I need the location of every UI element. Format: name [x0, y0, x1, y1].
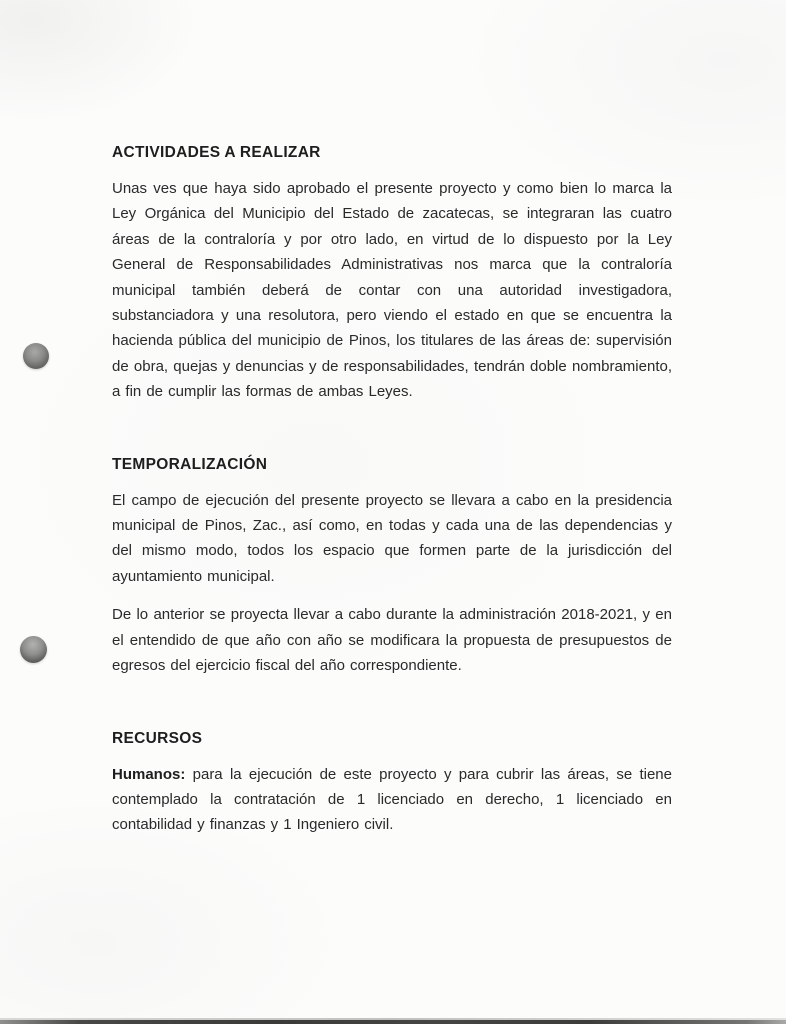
section-heading-temporalizacion: TEMPORALIZACIÓN [112, 455, 268, 473]
hole-punch-bottom [20, 636, 47, 663]
paragraph-recursos-1 [112, 762, 672, 838]
paragraph-temporalizacion-2: De lo anterior se proyecta llevar a cabo durante la administración 2018-2021, y en el entendido de que año con año se modificara la propuesta de presupuestos de egresos del ejercicio fiscal del año correspondiente. [112, 606, 672, 675]
hole-punch-top [23, 343, 49, 369]
document-content [112, 0, 672, 851]
section-heading-actividades: ACTIVIDADES A REALIZAR [112, 144, 321, 161]
scan-edge-bottom [0, 1020, 786, 1024]
section-heading-recursos: RECURSOS [112, 729, 203, 747]
paragraph-temporalizacion-1: El campo de ejecución del presente proyecto se llevara a cabo en la presidencia municipal de Pinos, Zac., así como, en todas y cada una de las dependencias y del mismo modo, todos los espacio que formen parte de la jurisdicción del ayuntamiento municipal. [112, 491, 672, 585]
paragraph-lead-humanos: Humanos: [112, 765, 186, 783]
paragraph-actividades-1: Unas ves que haya sido aprobado el presente proyecto y como bien lo marca la Ley Orgánica del Municipio del Estado de zacatecas, se integraran las cuatro áreas de la contraloría y por otro lado, en virtud de lo dispuesto por la Ley General de Responsabilidades Administrativas nos marca que la contraloría municipal también deberá de contar con una autoridad investigadora, substanciadora y una resolutora, pero viendo el estado en que se encuentra la hacienda pública del municipio de Pinos, los titulares de las áreas de: supervisión de obra, quejas y denuncias y de responsabilidades, tendrán doble nombramiento, a fin de cumplir las formas de ambas Leyes. [112, 180, 672, 401]
paragraph-recursos-text: para la ejecución de este proyecto y para cubrir las áreas, se tiene contemplado la contratación de 1 licenciado en derecho, 1 licenciado en contabilidad y finanzas y 1 Ingeniero civil. [112, 765, 672, 834]
